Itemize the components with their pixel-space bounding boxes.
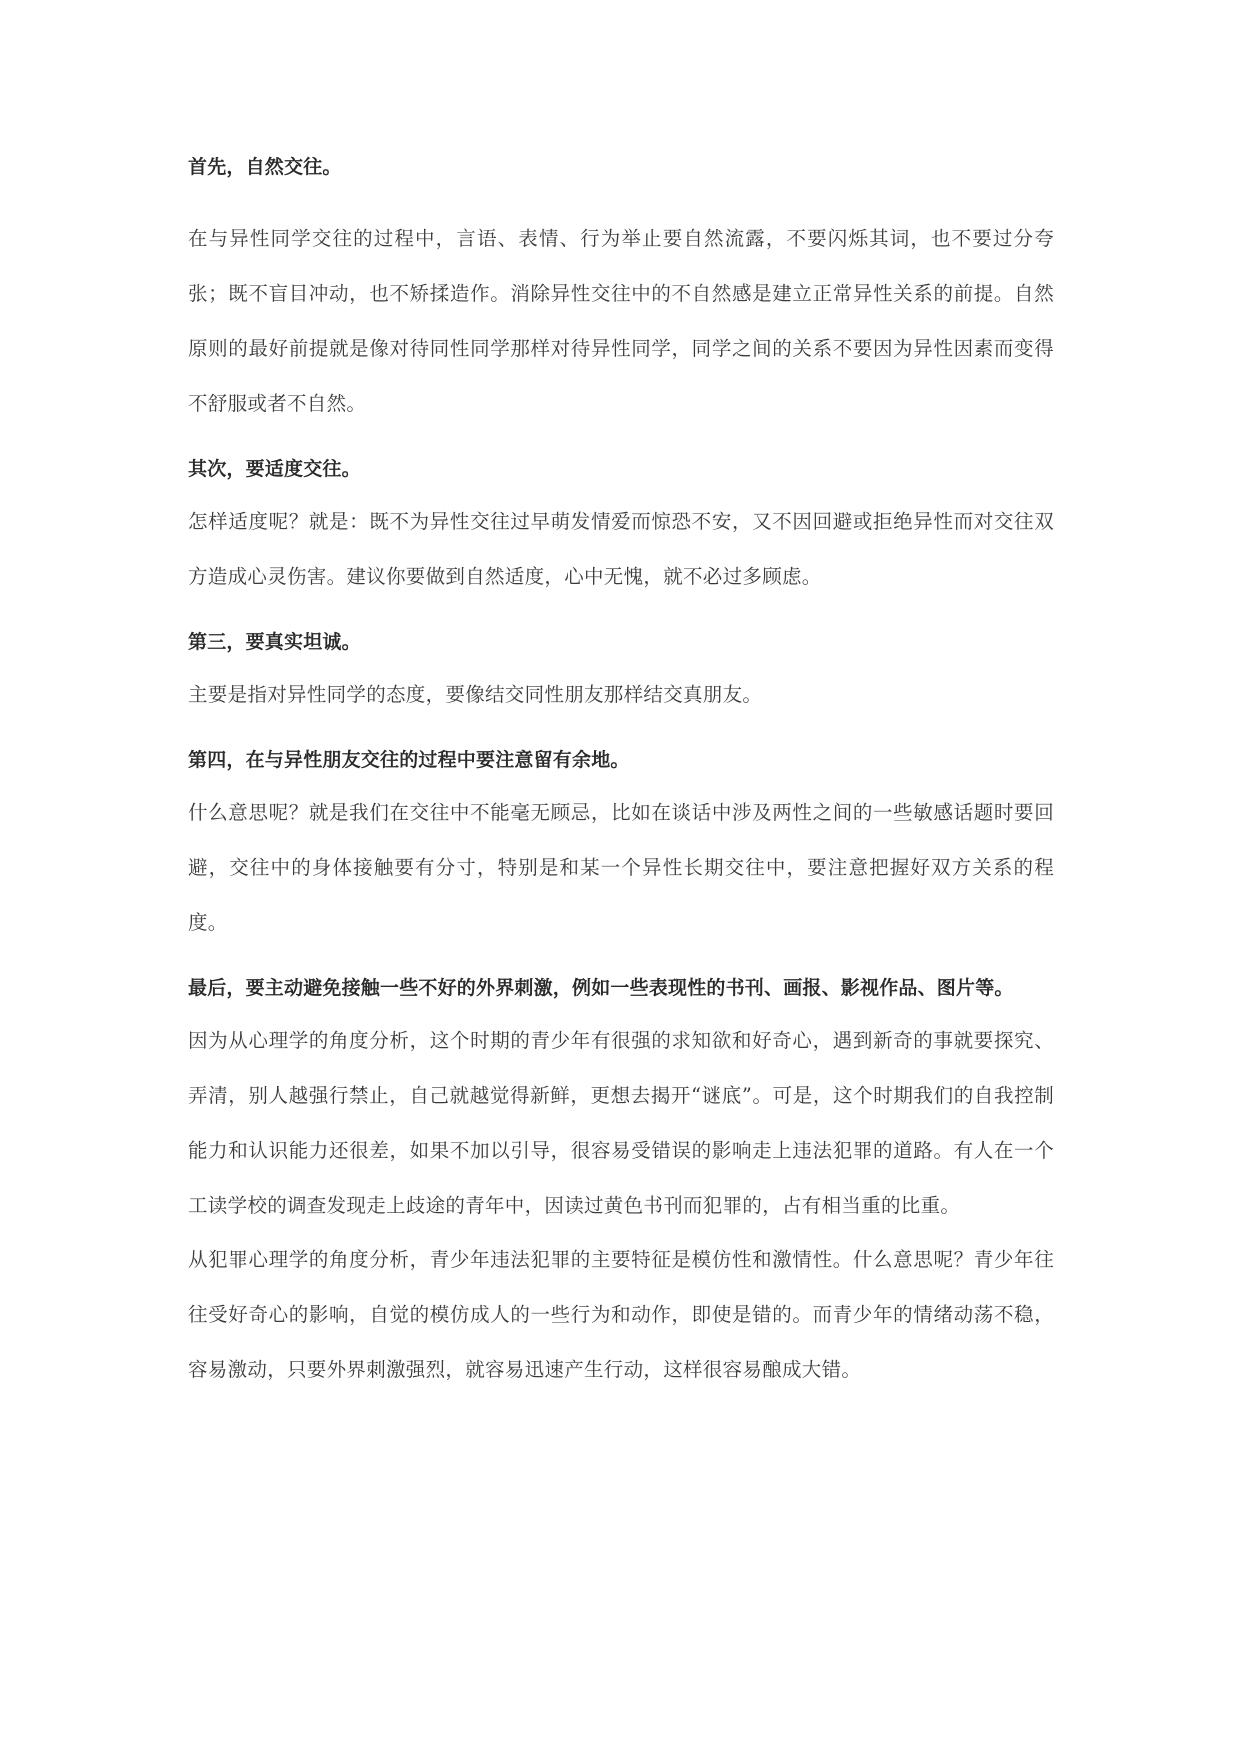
- paragraph-sincere: 主要是指对异性同学的态度，要像结交同性朋友那样结交真朋友。: [188, 683, 763, 706]
- section-heading-leeway: 第四，在与异性朋友交往的过程中要注意留有余地。: [188, 749, 630, 771]
- section-heading-natural: 首先，自然交往。: [188, 156, 342, 178]
- paragraph-moderate: 怎样适度呢？就是：既不为异性交往过早萌发情爱而惊恐不安，又不因回避或拒绝异性而对交往双方造成心灵伤害。建议你要做到自然适度，心中无愧，就不必过多顾虑。: [188, 510, 1054, 588]
- document-body: [188, 156, 1054, 1407]
- section-heading-moderate: 其次，要适度交往。: [188, 458, 361, 480]
- paragraph-natural: 在与异性同学交往的过程中，言语、表情、行为举止要自然流露，不要闪烁其词，也不要过分夸张；既不盲目冲动，也不矫揉造作。消除异性交往中的不自然感是建立正常异性关系的前提。自然原则的最好前提就是像对待同性同学那样对待异性同学，同学之间的关系不要因为异性因素而变得不舒服或者不自然。: [188, 227, 1054, 415]
- section-heading-sincere: 第三，要真实坦诚。: [188, 631, 361, 653]
- paragraph-leeway: 什么意思呢？就是我们在交往中不能毫无顾忌，比如在谈话中涉及两性之间的一些敏感话题时要回避，交往中的身体接触要有分寸，特别是和某一个异性长期交往中，要注意把握好双方关系的程度。: [188, 801, 1054, 934]
- paragraph-psychology: 因为从心理学的角度分析，这个时期的青少年有很强的求知欲和好奇心，遇到新奇的事就要探究、弄清，别人越强行禁止，自己就越觉得新鲜，更想去揭开“谜底”。可是，这个时期我们的自我控制能力和认识能力还很差，如果不加以引导，很容易受错误的影响走上违法犯罪的道路。有人在一个工读学校的调查发现走上歧途的青年中，因读过黄色书刊而犯罪的，占有相当重的比重。: [188, 1029, 1054, 1217]
- section-heading-avoid-stimuli: 最后，要主动避免接触一些不好的外界刺激，例如一些表现性的书刊、画报、影视作品、图片等。: [188, 977, 1014, 999]
- paragraph-criminal-psychology: 从犯罪心理学的角度分析，青少年违法犯罪的主要特征是模仿性和激情性。什么意思呢？青少年往往受好奇心的影响，自觉的模仿成人的一些行为和动作，即使是错的。而青少年的情绪动荡不稳，容易激动，只要外界刺激强烈，就容易迅速产生行动，这样很容易酿成大错。: [188, 1248, 1054, 1381]
